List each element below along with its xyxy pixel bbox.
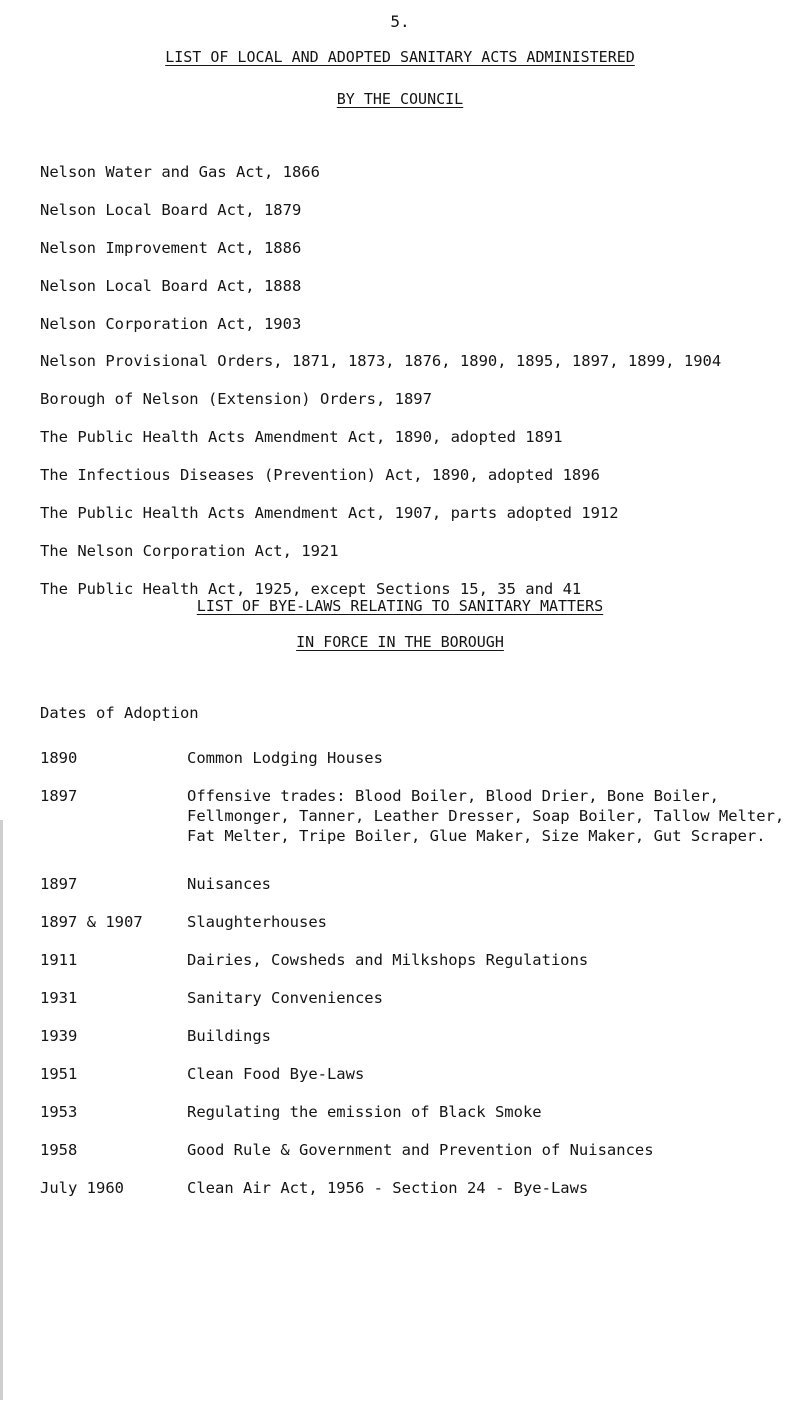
acts-heading-line-2: BY THE COUNCIL — [336, 90, 464, 108]
bylaw-date: July 1960 — [40, 1179, 124, 1197]
bylaw-date: 1958 — [40, 1141, 78, 1159]
act-item: Nelson Improvement Act, 1886 — [40, 238, 302, 257]
bylaw-subject: Buildings — [187, 1027, 271, 1045]
act-item: The Public Health Acts Amendment Act, 1890, adopted 1891 — [40, 428, 563, 447]
bylaw-row — [40, 874, 795, 894]
bylaw-row — [40, 950, 795, 970]
bylaw-subject: Offensive trades: Blood Boiler, Blood Drier, Bone Boiler, Fellmonger, Tanner, Leather Dresser, Soap Boiler, Tallow Melter, Fat Melter, Tripe Boiler, Glue Maker, Size Maker, Gut Scraper. — [187, 787, 785, 845]
acts-heading-line-1: LIST OF LOCAL AND ADOPTED SANITARY ACTS ADMINISTERED — [165, 48, 635, 66]
bylaw-subject: Good Rule & Government and Prevention of Nuisances — [187, 1141, 654, 1159]
bylaw-subject: Sanitary Conveniences — [187, 989, 383, 1007]
act-item: Borough of Nelson (Extension) Orders, 1897 — [40, 390, 432, 409]
act-item: Nelson Local Board Act, 1879 — [40, 200, 302, 219]
bylaw-date: 1897 — [40, 875, 78, 893]
bylaw-row — [40, 1178, 795, 1198]
page-number: 5. — [390, 12, 410, 31]
act-item: The Nelson Corporation Act, 1921 — [40, 541, 339, 560]
bylaw-date: 1951 — [40, 1065, 78, 1083]
bylaw-date: 1897 — [40, 787, 78, 805]
dates-of-adoption-label: Dates of Adoption — [40, 704, 199, 722]
act-item: The Public Health Acts Amendment Act, 1907, parts adopted 1912 — [40, 504, 619, 523]
act-item: The Infectious Diseases (Prevention) Act, 1890, adopted 1896 — [40, 466, 600, 485]
bylaws-heading-line-2: IN FORCE IN THE BOROUGH — [296, 633, 504, 651]
bylaw-row — [40, 786, 795, 846]
scan-edge-mark — [0, 820, 3, 1400]
bylaw-date: 1931 — [40, 989, 78, 1007]
act-item: Nelson Local Board Act, 1888 — [40, 276, 302, 295]
bylaw-subject: Clean Air Act, 1956 - Section 24 - Bye-Laws — [187, 1179, 589, 1197]
bylaw-row — [40, 1026, 795, 1046]
bylaw-row — [40, 912, 795, 932]
bylaw-row — [40, 1064, 795, 1084]
bylaw-subject: Regulating the emission of Black Smoke — [187, 1103, 542, 1121]
bylaw-row — [40, 988, 795, 1008]
bylaws-subheading — [0, 633, 800, 651]
act-item: Nelson Water and Gas Act, 1866 — [40, 163, 320, 181]
bylaw-date: 1953 — [40, 1103, 78, 1121]
bylaw-subject: Dairies, Cowsheds and Milkshops Regulations — [187, 951, 589, 969]
act-item: Nelson Provisional Orders, 1871, 1873, 1876, 1890, 1895, 1897, 1899, 1904 — [40, 352, 722, 371]
bylaw-subject: Nuisances — [187, 875, 271, 893]
bylaws-heading-line-1: LIST OF BYE-LAWS RELATING TO SANITARY MATTERS — [196, 597, 604, 615]
act-item: Nelson Corporation Act, 1903 — [40, 314, 302, 333]
bylaw-row — [40, 1102, 795, 1122]
bylaw-date: 1911 — [40, 951, 78, 969]
bylaw-subject: Clean Food Bye-Laws — [187, 1065, 365, 1083]
acts-heading — [0, 48, 800, 66]
act-item: The Public Health Act, 1925, except Sections 15, 35 and 41 — [40, 579, 582, 598]
bylaw-subject: Slaughterhouses — [187, 913, 327, 931]
bylaws-table — [40, 748, 795, 1216]
acts-list — [40, 162, 790, 617]
bylaw-date: 1890 — [40, 749, 78, 767]
bylaw-date: 1939 — [40, 1027, 78, 1045]
bylaw-date: 1897 & 1907 — [40, 913, 143, 931]
bylaw-row — [40, 748, 795, 768]
bylaws-heading — [0, 597, 800, 615]
acts-subheading — [0, 90, 800, 108]
bylaw-subject: Common Lodging Houses — [187, 749, 383, 767]
bylaw-row — [40, 1140, 795, 1160]
